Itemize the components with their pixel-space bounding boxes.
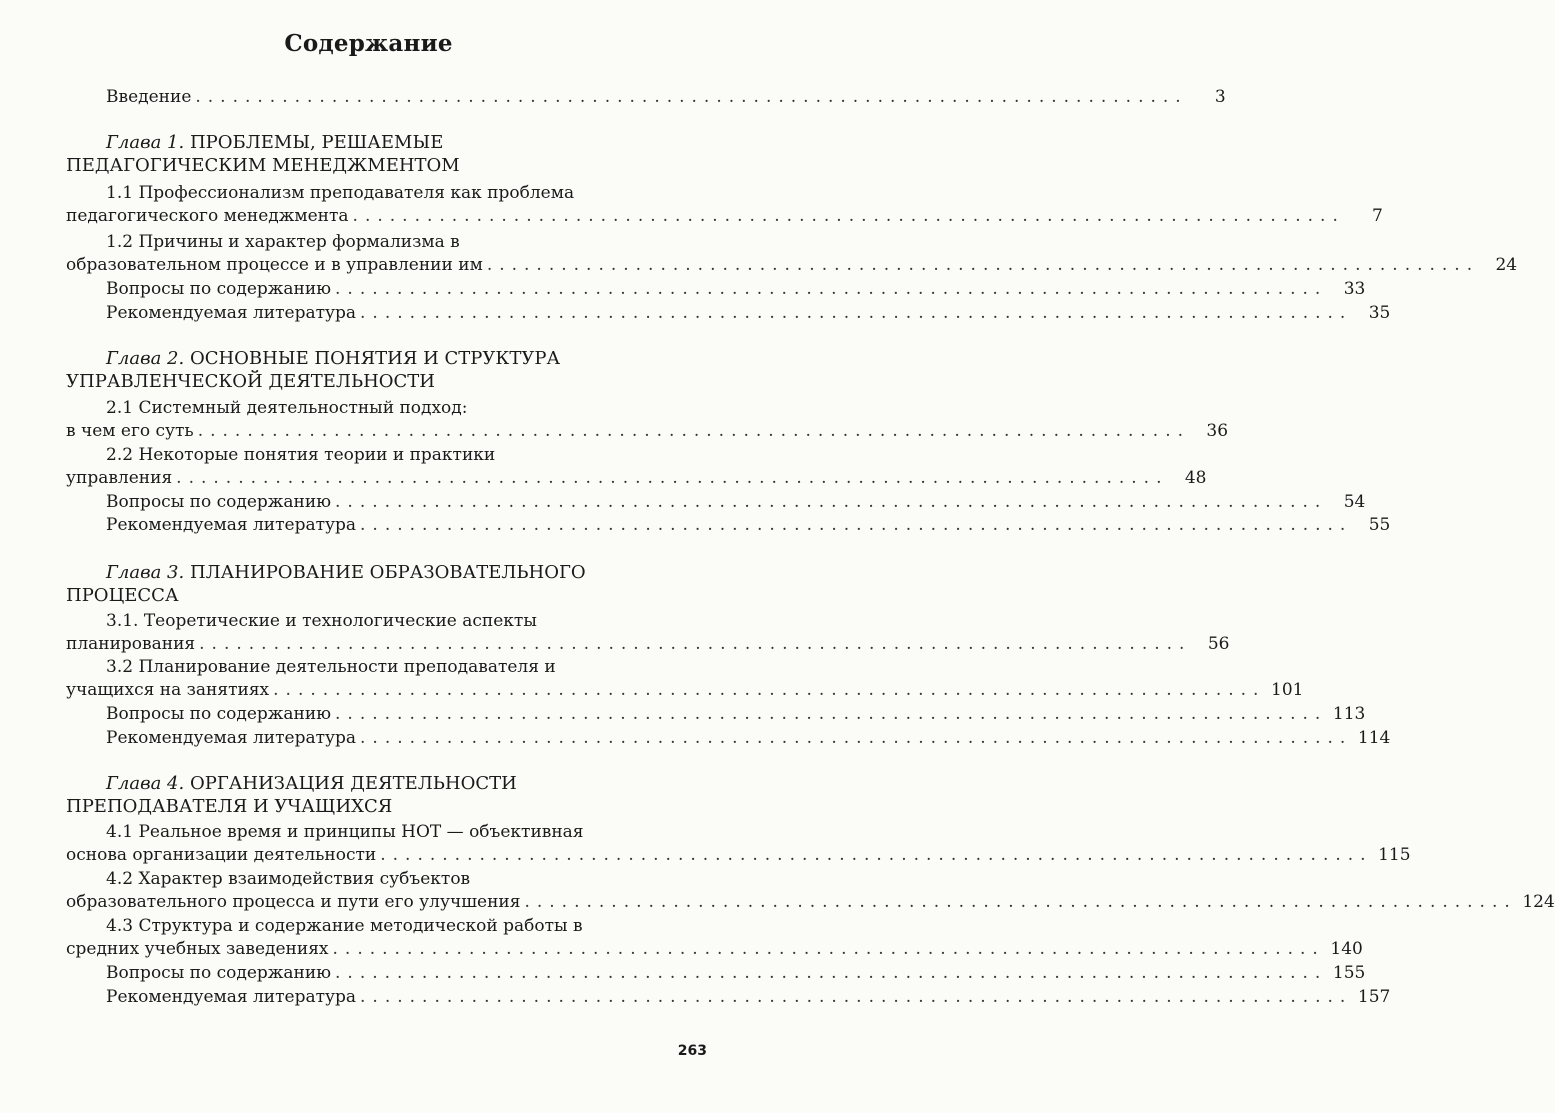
leader-dots: ................................................................................	[360, 728, 1353, 748]
leader-dots: ................................................................................	[176, 468, 1169, 488]
leader-dots: ................................................................................	[335, 492, 1328, 512]
toc-entry-label: учащихся на занятиях	[66, 680, 270, 700]
chapter-label: Глава 2.	[106, 348, 185, 369]
toc-page-number: 55	[1368, 515, 1391, 535]
toc-entry-section	[66, 938, 1363, 960]
toc-entry-questions	[66, 278, 1366, 300]
toc-section-title: 4.3 Структура и содержание методической работы в	[106, 916, 583, 936]
leader-dots: ................................................................................	[199, 634, 1192, 654]
chapter-heading	[66, 348, 749, 370]
toc-page-number: 115	[1378, 845, 1411, 865]
toc-entry-label: Рекомендуемая литература	[106, 515, 357, 535]
toc-page-number: 54	[1343, 492, 1366, 512]
chapter-title: ОРГАНИЗАЦИЯ ДЕЯТЕЛЬНОСТИ	[189, 773, 517, 794]
toc-entry-label: планирования	[66, 634, 196, 654]
toc-section-title: 4.1 Реальное время и принципы НОТ — объективная	[106, 822, 584, 842]
chapter-heading	[66, 562, 749, 584]
toc-entry-label: управления	[66, 468, 173, 488]
chapter-label: Глава 1.	[106, 132, 185, 153]
toc-entry-section	[66, 844, 1411, 866]
chapter-heading	[66, 773, 749, 795]
toc-page-number: 101	[1271, 680, 1304, 700]
toc-entry-section	[66, 891, 1555, 913]
toc-section-title: 3.1. Теоретические и технологические аспекты	[106, 611, 537, 631]
toc-entry-label: образовательном процессе и в управлении им	[66, 255, 483, 275]
toc-page-number: 48	[1184, 468, 1207, 488]
toc-entry-section	[66, 205, 1383, 227]
toc-page-number: 155	[1332, 963, 1366, 983]
leader-dots: ................................................................................	[380, 845, 1373, 865]
chapter-title: ОСНОВНЫЕ ПОНЯТИЯ И СТРУКТУРА	[189, 348, 561, 369]
toc-page-number: 157	[1357, 987, 1391, 1007]
toc-page-number: 114	[1357, 728, 1391, 748]
chapter-title: ПЛАНИРОВАНИЕ ОБРАЗОВАТЕЛЬНОГО	[189, 562, 586, 583]
page-title: Содержание	[284, 30, 453, 57]
toc-page-number: 24	[1495, 255, 1518, 275]
toc-page-number: 35	[1368, 303, 1391, 323]
toc-page-number: 124	[1522, 892, 1555, 912]
toc-section-title: 1.2 Причины и характер формализма в	[106, 232, 460, 252]
leader-dots: ................................................................................	[352, 206, 1345, 226]
toc-entry-label: основа организации деятельности	[66, 845, 377, 865]
toc-entry-label: Рекомендуемая литература	[106, 987, 357, 1007]
toc-section-title: 2.2 Некоторые понятия теории и практики	[106, 445, 496, 465]
toc-entry-label: Рекомендуемая литература	[106, 303, 357, 323]
toc-page-number: 7	[1372, 206, 1383, 226]
leader-dots: ................................................................................	[195, 87, 1188, 107]
toc-entry-label: Вопросы по содержанию	[106, 279, 332, 299]
leader-dots: ................................................................................	[335, 704, 1328, 724]
toc-entry-literature	[66, 986, 1391, 1008]
chapter-title-cont: ПЕДАГОГИЧЕСКИМ МЕНЕДЖМЕНТОМ	[66, 155, 460, 176]
toc-entry-section	[66, 679, 1304, 701]
toc-page-number: 113	[1332, 704, 1366, 724]
toc-page-number: 140	[1330, 939, 1363, 959]
toc-entry-label: Вопросы по содержанию	[106, 963, 332, 983]
toc-page-number: 33	[1343, 279, 1366, 299]
toc-entry-label: средних учебных заведениях	[66, 939, 329, 959]
toc-entry-label: Вопросы по содержанию	[106, 704, 332, 724]
toc-section-title: 1.1 Профессионализм преподавателя как проблема	[106, 183, 575, 203]
toc-entry-literature	[66, 302, 1391, 324]
toc-entry-section	[66, 420, 1229, 442]
leader-dots: ................................................................................	[332, 939, 1325, 959]
leader-dots: ................................................................................	[335, 963, 1328, 983]
chapter-label: Глава 4.	[106, 773, 185, 794]
toc-entry-label: Вопросы по содержанию	[106, 492, 332, 512]
leader-dots: ................................................................................	[360, 515, 1353, 535]
toc-page-number: 36	[1206, 421, 1229, 441]
toc-entry-label: Рекомендуемая литература	[106, 728, 357, 748]
toc-entry-label: в чем его суть	[66, 421, 194, 441]
leader-dots: ................................................................................	[335, 279, 1328, 299]
leader-dots: ................................................................................	[360, 987, 1353, 1007]
chapter-heading	[66, 132, 749, 154]
toc-page-number: 3	[1214, 87, 1226, 107]
toc-entry-literature	[66, 514, 1391, 536]
toc-entry-section	[66, 633, 1230, 655]
toc-entry-questions	[66, 962, 1366, 984]
toc-section-title: 3.2 Планирование деятельности преподавателя и	[106, 657, 556, 677]
chapter-title-cont: УПРАВЛЕНЧЕСКОЙ ДЕЯТЕЛЬНОСТИ	[66, 371, 435, 392]
toc-entry-section	[66, 254, 1518, 276]
toc-entry-label: педагогического менеджмента	[66, 206, 349, 226]
chapter-label: Глава 3.	[106, 562, 185, 583]
toc-entry-label: Введение	[106, 87, 192, 107]
toc-section-title: 4.2 Характер взаимодействия субъектов	[106, 869, 471, 889]
toc-entry-intro	[66, 86, 1226, 108]
leader-dots: ................................................................................	[197, 421, 1191, 441]
toc-entry-literature	[66, 727, 1391, 749]
chapter-title-cont: ПРЕПОДАВАТЕЛЯ И УЧАЩИХСЯ	[66, 796, 393, 817]
leader-dots: ................................................................................	[360, 303, 1353, 323]
toc-entry-questions	[66, 703, 1366, 725]
leader-dots: ................................................................................	[486, 255, 1480, 275]
toc-entry-questions	[66, 491, 1366, 513]
toc-section-title: 2.1 Системный деятельностный подход:	[106, 398, 468, 418]
chapter-title: ПРОБЛЕМЫ, РЕШАЕМЫЕ	[189, 132, 444, 153]
toc-entry-label: образовательного процесса и пути его улучшения	[66, 892, 521, 912]
chapter-title-cont: ПРОЦЕССА	[66, 585, 179, 606]
leader-dots: ................................................................................	[524, 892, 1517, 912]
toc-entry-section	[66, 467, 1207, 489]
page-number: 263	[677, 1043, 707, 1059]
leader-dots: ................................................................................	[273, 680, 1266, 700]
toc-page-number: 56	[1207, 634, 1230, 654]
